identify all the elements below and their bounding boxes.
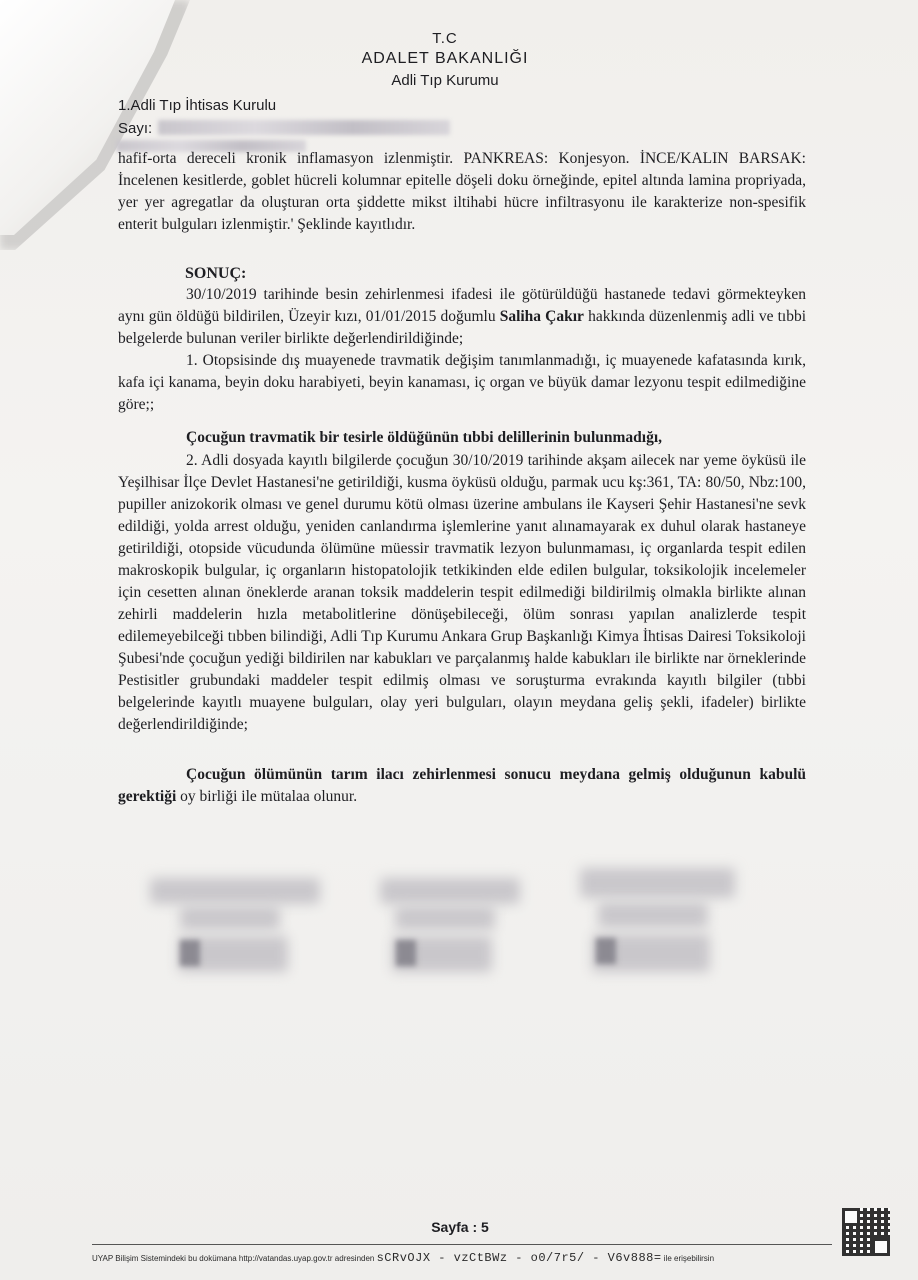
paragraph-continuation xyxy=(118,148,806,236)
intro-person-name: Saliha Çakır xyxy=(499,308,584,325)
item-1 xyxy=(118,350,806,416)
item-2-text: 2. Adli dosyada kayıtlı bilgilerde çocuğun 30/10/2019 tarihinde akşam ailecek nar yeme öyküsü ile Yeşilhisar İlçe Devlet Hastanesi'ne getirildiği, kusma öyküsü olduğu, parmak ucu kş:361, TA: 80/50, Nbz:100, pupiller anizokorik olması ve genel durumu kötü olması üzerine ambulans ile Kayseri Şehir Hastanesi'ne sevk edildiği, yolda arrest olduğu, yeniden canlandırma işlemlerine yanıt alınamayarak ex duhul olarak hastaneye getirildiği, otopside vücudunda ölümüne müessir travmatik lezyon bulunmaması, iç organlarda tespit edilen makroskopik bulgular, iç organların histopatolojik tetkikinden elde edilen bulgular, toksikolojik incelemeler için cesetten alınan öneklerde aranan toksik maddelerin tespit edilmediği bildirilmiş olmakla birlikte alınan zehirli maddelerin hızla metabolitlerine dönüşebileceği, ölüm sonrası yapılan analizlerde tespit edilemeyebilceği tıbben bilindiği, Adli Tıp Kurumu Ankara Grup Başkanlığı Kimya İhtisas Dairesi Toksikoloji Şubesi'nde çocuğun yediği bildirilen nar kabukları ve parçalanmış halde kabukları ile birlikte nar örneklerinde Pestisitler grubundaki maddeler tespit edilmiş olması ve soruşturma evrakında kayıtlı bilgiler (tıbbi belgelerinde kayıtlı muayene bulguları, olay yeri bulguları, olayın meydana geliş şekli, ifadeler) birlikte değerlendirildiğinde; xyxy=(118,452,806,733)
intro-text-after-name: hakkında düzenlenmiş adli ve tıbbi belgelerde bulunan veriler birlikte değerlendirildiğinde; xyxy=(118,308,807,347)
header-institution: Adli Tıp Kurumu xyxy=(391,72,499,89)
item-1-text: 1. Otopsisinde dış muayenede travmatik değişim tanımlanmadığı, iç muayenede kafatasında kırık, kafa içi kanama, beyin doku harabiyeti, beyin kanaması, iç organ ve büyük damar lezyonu tespit edilmediğine göre;; xyxy=(118,352,806,413)
header-tc: T.C xyxy=(432,30,458,47)
qr-code-icon xyxy=(842,1208,890,1256)
final-conclusion xyxy=(118,764,806,808)
header-ministry: ADALET BAKANLIĞI xyxy=(361,50,529,67)
page-number: Sayfa : 5 xyxy=(431,1219,489,1235)
footer-divider xyxy=(92,1244,832,1245)
intro-text-before-name: 30/10/2019 tarihinde besin zehirlenmesi ifadesi ile götürüldüğü hastanede tedavi görmekteyken aynı gün öldüğü bildirilen, Üzeyir kızı, 01/01/2015 doğumlu xyxy=(118,286,806,325)
sonuc-heading: SONUÇ: xyxy=(185,265,247,282)
verification-code: sCRvOJX - vzCtBWz - o0/7r5/ - V6v888= xyxy=(376,1251,662,1265)
final-conclusion-bold: Çocuğun ölümünün tarım ilacı zehirlenmesi sonucu meydana gelmiş olduğunun kabulü gerektiği xyxy=(118,766,806,805)
item-2 xyxy=(118,450,806,736)
conclusion-1 xyxy=(118,427,806,449)
conclusion-1-text: Çocuğun travmatik bir tesirle öldüğünün tıbbi delillerinin bulunmadığı, xyxy=(186,429,663,446)
uyap-footer-text: UYAP Bilişim Sistemindeki bu dokümana http://vatandas.uyap.gov.tr adresinden xyxy=(92,1254,375,1263)
board-unit: 1.Adli Tıp İhtisas Kurulu xyxy=(118,97,277,114)
paragraph-continuation-text: hafif-orta dereceli kronik inflamasyon izlenmiştir. PANKREAS: Konjesyon. İNCE/KALIN BARSAK: İncelenen kesitlerde, goblet hücreli kolumnar epitelle döşeli doku örneğinde, epitel altında lamina propriyada, yer yer agregatlar da oluşturan orta şiddette mikst iltihabi hücre infiltrasyonu ile karakterize non-spesifik enterit bulguları izlenmiştir.' Şeklinde kayıtlıdır. xyxy=(118,150,806,233)
sayi-label: Sayı: xyxy=(118,120,153,137)
uyap-footer xyxy=(92,1251,832,1265)
redacted-sayi-number xyxy=(158,120,450,135)
final-conclusion-rest: oy birliği ile mütalaa olunur. xyxy=(180,788,358,805)
intro-paragraph xyxy=(118,284,806,350)
uyap-footer-suffix: ile erişebilirsin xyxy=(663,1254,715,1263)
